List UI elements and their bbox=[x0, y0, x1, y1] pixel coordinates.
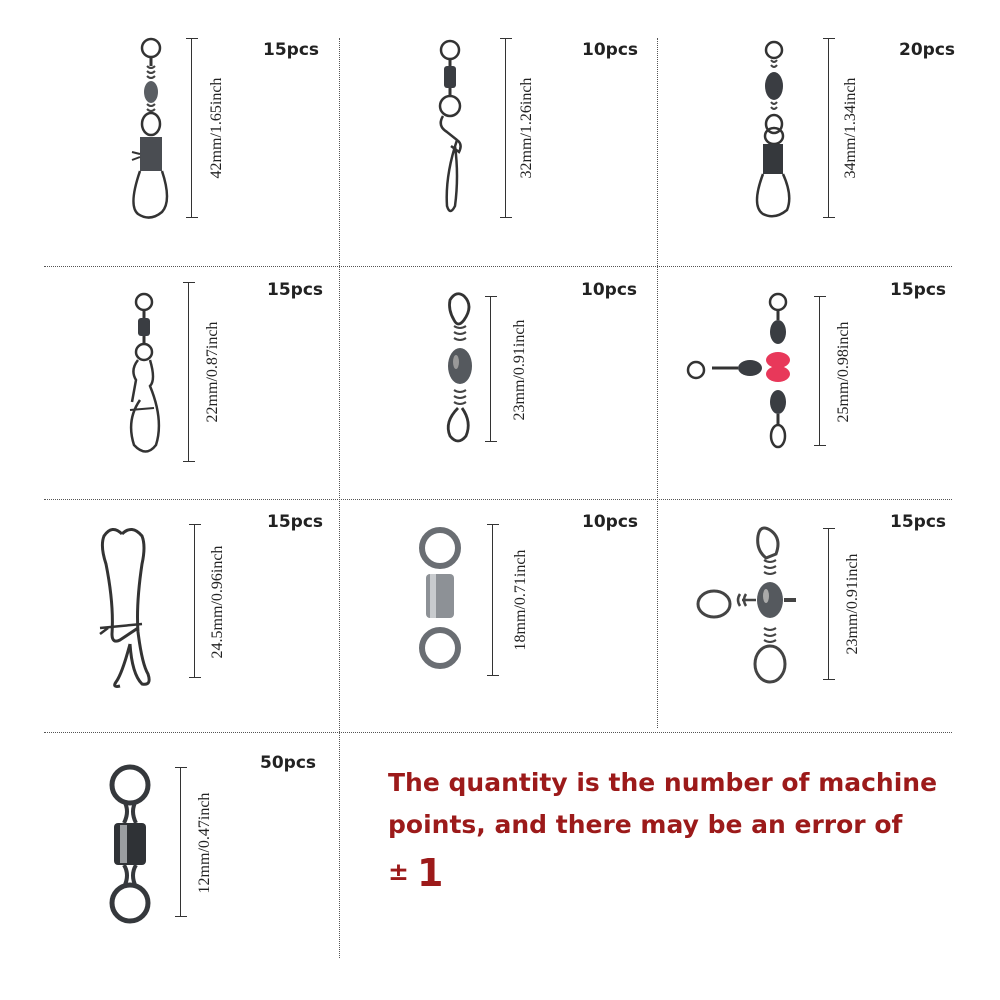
quantity-label: 15pcs bbox=[267, 512, 324, 532]
dimension-label: 12mm/0.47inch bbox=[196, 792, 213, 894]
product-cell-6 bbox=[657, 270, 977, 500]
three-way-swivel-icon bbox=[690, 524, 820, 694]
row-divider-1 bbox=[44, 266, 952, 267]
dimension-bar bbox=[500, 38, 512, 218]
dimension-label: 23mm/0.91inch bbox=[844, 553, 861, 655]
quantity-label: 10pcs bbox=[582, 40, 639, 60]
quantity-note-emphasis: 1 bbox=[416, 851, 444, 895]
dimension-bar bbox=[186, 38, 198, 218]
product-cell-8 bbox=[338, 502, 658, 732]
quantity-note bbox=[388, 762, 948, 893]
quantity-note-text: The quantity is the number of machine points, and there may be an error of ± bbox=[388, 768, 938, 886]
product-cell-1 bbox=[20, 36, 340, 266]
dimension-bar bbox=[189, 524, 201, 678]
quantity-label: 20pcs bbox=[899, 40, 956, 60]
dimension-label: 23mm/0.91inch bbox=[511, 319, 528, 421]
dimension-label: 34mm/1.34inch bbox=[842, 77, 859, 179]
dimension-bar bbox=[485, 296, 497, 442]
dimension-bar bbox=[183, 282, 195, 462]
duolock-snap-icon bbox=[92, 524, 182, 694]
product-cell-3 bbox=[657, 36, 977, 266]
product-cell-10 bbox=[20, 735, 340, 965]
quantity-label: 50pcs bbox=[260, 753, 317, 773]
product-cell-2 bbox=[338, 36, 658, 266]
quantity-label: 15pcs bbox=[263, 40, 320, 60]
hooked-snap-swivel-icon bbox=[423, 36, 503, 226]
dimension-label: 22mm/0.87inch bbox=[204, 321, 221, 423]
snap-swivel-small-icon bbox=[120, 290, 190, 460]
rolling-swivel-icon bbox=[410, 524, 480, 684]
row-divider-3 bbox=[44, 732, 952, 733]
product-cell-4 bbox=[20, 270, 340, 500]
dimension-label: 24.5mm/0.96inch bbox=[209, 545, 226, 659]
three-way-bead-swivel-icon bbox=[682, 290, 812, 460]
quantity-label: 15pcs bbox=[890, 512, 947, 532]
dimension-label: 32mm/1.26inch bbox=[518, 77, 535, 179]
quantity-label: 15pcs bbox=[267, 280, 324, 300]
dimension-bar bbox=[823, 38, 835, 218]
dimension-label: 42mm/1.65inch bbox=[208, 77, 225, 179]
dimension-bar bbox=[814, 296, 826, 446]
barrel-snap-swivel-icon bbox=[747, 36, 817, 226]
product-cell-5 bbox=[338, 270, 658, 500]
quantity-label: 10pcs bbox=[581, 280, 638, 300]
rolling-swivel-small-icon bbox=[100, 761, 170, 931]
dimension-bar bbox=[823, 528, 835, 680]
product-cell-9 bbox=[657, 502, 977, 732]
quantity-label: 10pcs bbox=[582, 512, 639, 532]
product-cell-7 bbox=[20, 502, 340, 732]
dimension-bar bbox=[487, 524, 499, 676]
dimension-bar bbox=[175, 767, 187, 917]
dimension-label: 25mm/0.98inch bbox=[835, 321, 852, 423]
quantity-label: 15pcs bbox=[890, 280, 947, 300]
dimension-label: 18mm/0.71inch bbox=[512, 549, 529, 651]
